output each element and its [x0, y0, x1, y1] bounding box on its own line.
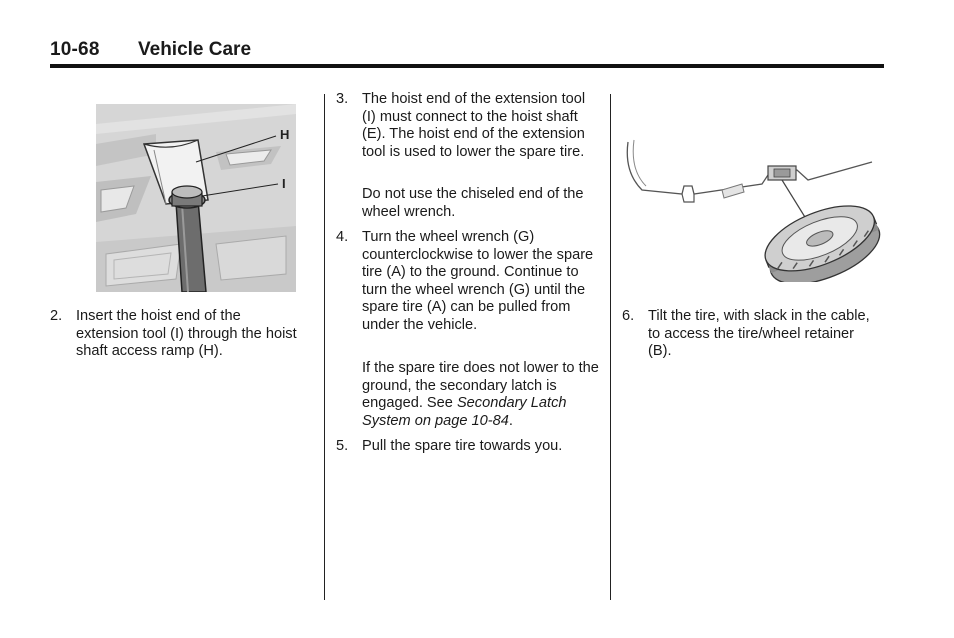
step-2	[50, 308, 300, 361]
step-text: Pull the spare tire towards you.	[362, 438, 563, 454]
figure-label-i: I	[282, 176, 286, 191]
section-title: Vehicle Care	[138, 39, 252, 60]
page-number: 10-68	[50, 39, 100, 60]
step-number: 3.	[336, 91, 349, 107]
note-text: Do not use the chiseled end of the wheel wrench.	[362, 186, 584, 220]
step-text: Tilt the tire, with slack in the cable, to access the tire/wheel retainer (B).	[648, 308, 870, 360]
step-6	[622, 308, 876, 361]
column-divider-2	[610, 94, 611, 600]
step-3	[336, 91, 600, 161]
figure-label-h: H	[280, 127, 290, 142]
step-4-note	[362, 360, 602, 430]
step-number: 6.	[622, 308, 635, 324]
step-text: The hoist end of the extension tool (I) must connect to the hoist shaft (E). The hoist end of the extension tool is used to lower the spare tire.	[362, 91, 586, 160]
spare-tire-illustration	[622, 132, 884, 282]
hoist-shaft-illustration	[96, 104, 296, 292]
step-number: 4.	[336, 229, 349, 245]
note-text: If the spare tire does not lower to the ground, the secondary latch is engaged. See	[362, 360, 599, 412]
column-divider-1	[324, 94, 325, 600]
note-end: .	[508, 412, 513, 429]
step-3-note	[362, 186, 600, 221]
step-text: Turn the wheel wrench (G) counterclockwise to lower the spare tire (A) to the ground. Continue to turn the wheel wrench (G) until the spare tire (A) can be pulled from under the vehicle.	[362, 229, 594, 333]
step-5	[336, 438, 600, 456]
step-number: 5.	[336, 438, 349, 454]
step-text: Insert the hoist end of the extension tool (I) through the hoist shaft access ramp (H).	[76, 308, 297, 360]
step-4	[336, 229, 600, 335]
step-number: 2.	[50, 308, 63, 324]
page-header	[50, 38, 884, 68]
cross-reference-link[interactable]: Secondary Latch System on page 10-84	[362, 395, 567, 429]
